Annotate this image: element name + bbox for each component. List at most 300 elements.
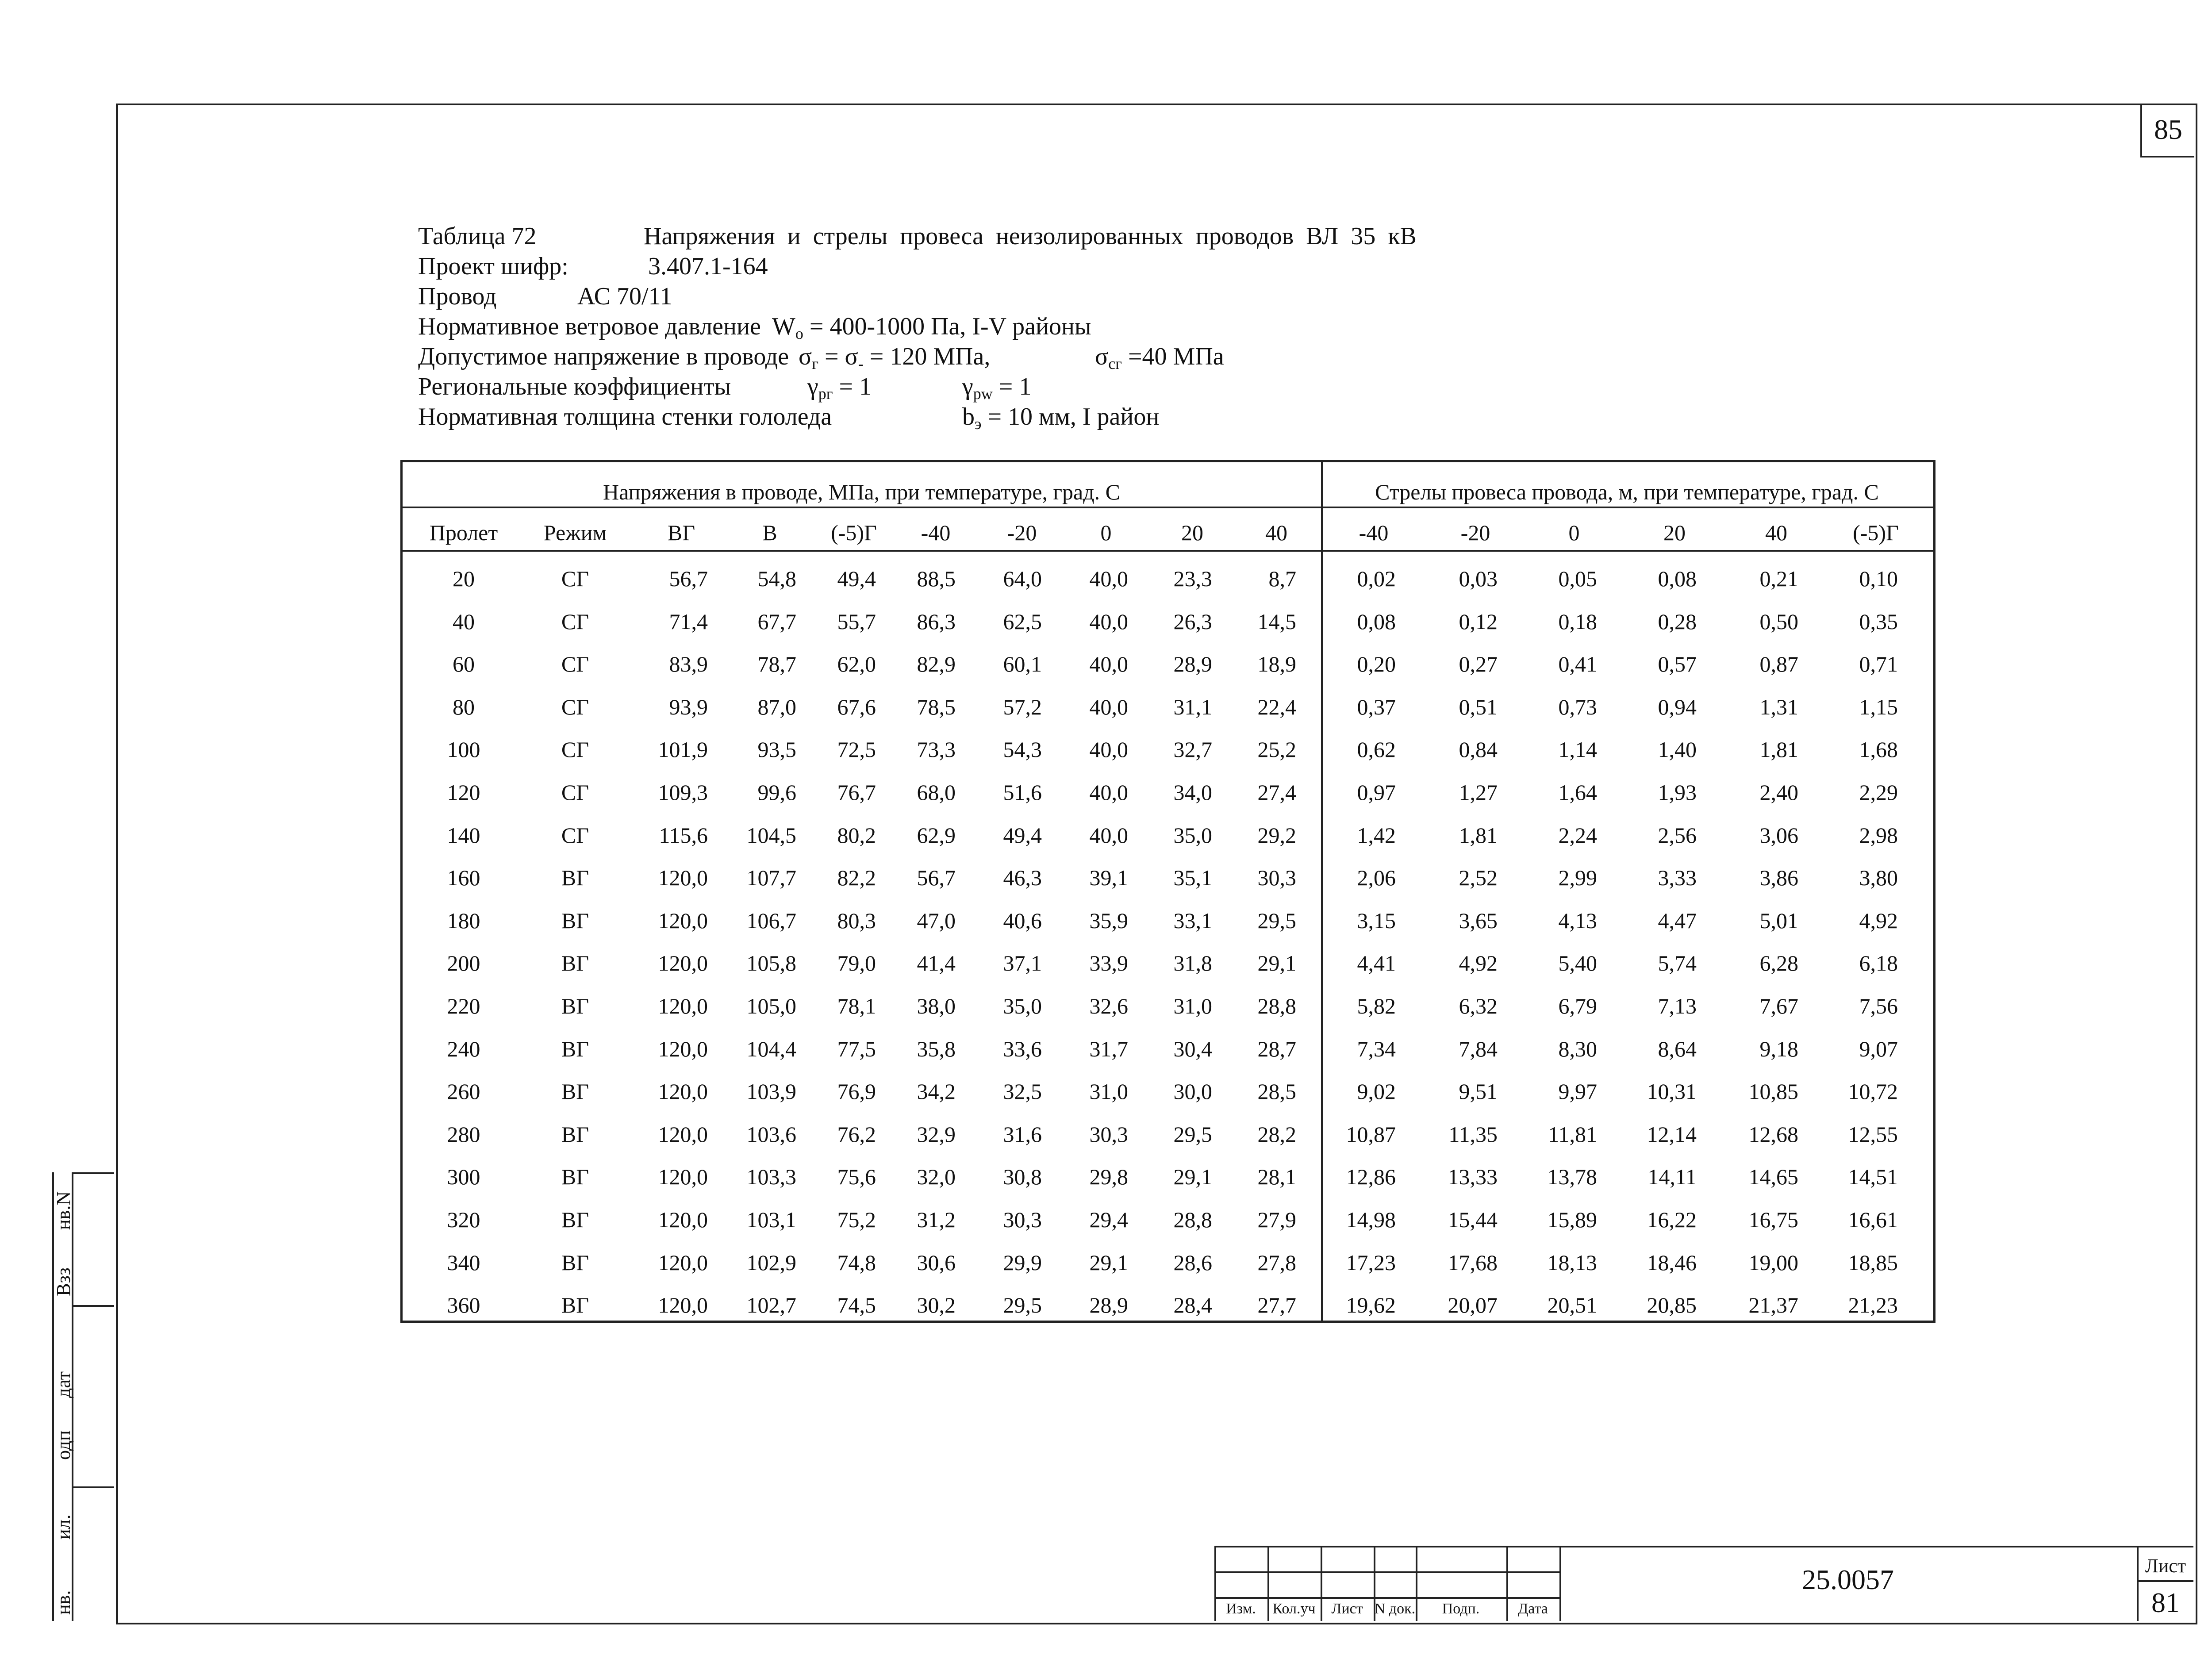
table-cell: 54,3 [1003,737,1042,762]
table-cell: 2,06 [1357,865,1396,891]
table-cell: 32,7 [1173,737,1212,762]
table-cell: 56,7 [917,865,956,891]
table-cell: 35,0 [1173,822,1212,848]
table-cell: 21,37 [1748,1293,1798,1318]
table-cell: 17,68 [1448,1250,1498,1275]
table-cell: 16,75 [1748,1207,1798,1232]
table-cell: 80,2 [837,822,876,848]
table-cell: 12,14 [1647,1121,1697,1147]
table-cell: 9,07 [1859,1036,1898,1061]
table-cell: 0,08 [1658,566,1697,591]
strip-label-il: ил. [53,1514,74,1540]
table-cell: 102,7 [746,1293,796,1318]
table-cell: 40 [453,609,475,634]
table-cell: 19,00 [1748,1250,1798,1275]
table-cell: 28,1 [1257,1164,1296,1190]
table-cell: 12,86 [1346,1164,1396,1190]
tb-col-line [1214,1546,1216,1621]
table-cell: 103,9 [746,1079,796,1104]
table-cell: 31,1 [1173,694,1212,719]
gamma-pg: $\gamma_{pг} = 1$ [807,373,872,403]
strip-label-vzam: Взз [53,1267,74,1296]
table-cell: 260 [447,1079,480,1104]
column-header: В [762,520,777,545]
table-cell: 120,0 [658,994,708,1018]
table-cell: 35,1 [1173,865,1212,891]
ice-thickness-value: $b_э = 10$ мм, I район [962,403,1160,433]
group-divider [1321,462,1323,1321]
table-cell: 2,40 [1759,780,1798,805]
table-cell: 75,2 [837,1207,876,1232]
table-cell: 93,5 [757,737,796,762]
table-cell: 80,3 [837,908,876,933]
table-cell: 0,35 [1859,609,1898,634]
column-header: -40 [921,520,951,545]
table-cell: СГ [561,566,589,591]
table-cell: 8,30 [1558,1036,1597,1061]
table-cell: 76,2 [837,1121,876,1147]
strip-row-line [72,1305,114,1307]
table-cell: 0,84 [1459,737,1498,762]
table-cell: 5,82 [1357,994,1396,1018]
table-cell: 28,2 [1257,1121,1296,1147]
table-cell: 20,07 [1448,1293,1498,1318]
table-cell: 120,0 [658,951,708,976]
table-cell: 105,8 [746,951,796,976]
table-cell: ВГ [561,1036,589,1061]
sheet-label: Лист [2145,1555,2186,1577]
table-cell: 0,71 [1859,652,1898,677]
table-cell: 9,02 [1357,1079,1396,1104]
header-divider [403,507,1933,508]
table-cell: 62,5 [1003,609,1042,634]
table-cell: 31,6 [1003,1121,1042,1147]
table-cell: 51,6 [1003,780,1042,805]
table-cell: 75,6 [837,1164,876,1190]
table-cell: 27,8 [1257,1250,1296,1275]
table-cell: 1,81 [1759,737,1798,762]
table-cell: 17,23 [1346,1250,1396,1275]
table-cell: 8,7 [1268,566,1296,591]
table-cell: 32,5 [1003,1079,1042,1104]
table-cell: 120,0 [658,865,708,891]
table-cell: 28,7 [1257,1036,1296,1061]
column-header: Пролет [429,520,498,545]
table-cell: 280 [447,1121,480,1147]
table-cell: 100 [447,737,480,762]
table-cell: 46,3 [1003,865,1042,891]
table-cell: 30,3 [1003,1207,1042,1232]
tb-col-list: Лист [1331,1601,1363,1617]
table-cell: 82,2 [837,865,876,891]
tb-col-line [1559,1546,1561,1621]
binding-strip [52,1172,114,1621]
column-header: -20 [1007,520,1037,545]
table-cell: СГ [561,652,589,677]
table-cell: 20,51 [1547,1293,1597,1318]
table-cell: 19,62 [1346,1293,1396,1318]
header-bottom-divider [403,550,1933,552]
strip-row-line [72,1486,114,1488]
table-cell: 28,8 [1173,1207,1212,1232]
table-cell: 2,29 [1859,780,1898,805]
table-cell: 78,1 [837,994,876,1018]
table-cell: 3,65 [1459,908,1498,933]
table-cell: 31,7 [1089,1036,1128,1061]
table-cell: 29,5 [1173,1121,1212,1147]
wind-pressure-label: Нормативное ветровое давление [418,313,761,340]
table-cell: 1,27 [1459,780,1498,805]
table-cell: 103,3 [746,1164,796,1190]
table-cell: 0,27 [1459,652,1498,677]
table-cell: 40,0 [1089,694,1128,719]
table-cell: ВГ [561,865,589,891]
table-cell: 103,6 [746,1121,796,1147]
table-cell: 76,7 [837,780,876,805]
table-cell: 0,41 [1558,652,1597,677]
stress-group-title: Напряжения в проводе, МПа, при температуре, град. С [603,480,1120,504]
strip-label-invn: нв.N [53,1191,74,1230]
table-cell: 78,5 [917,694,956,719]
table-cell: 180 [447,908,480,933]
tb-col-kolych: Кол.уч [1272,1601,1316,1617]
table-cell: ВГ [561,951,589,976]
table-cell: 34,0 [1173,780,1212,805]
tb-col-line [2137,1546,2139,1621]
table-cell: 26,3 [1173,609,1212,634]
table-cell: 35,9 [1089,908,1128,933]
table-cell: 30,2 [917,1293,956,1318]
table-cell: 7,34 [1357,1036,1396,1061]
table-cell: 120,0 [658,1121,708,1147]
table-cell: СГ [561,609,589,634]
table-cell: 120,0 [658,908,708,933]
tb-col-izm: Изм. [1226,1601,1256,1617]
sag-group-title: Стрелы провеса провода, м, при температуре, град. С [1375,480,1879,504]
table-cell: 5,01 [1759,908,1798,933]
table-cell: 7,67 [1759,994,1798,1018]
table-cell: 160 [447,865,480,891]
table-cell: 29,8 [1089,1164,1128,1190]
table-cell: 4,41 [1357,951,1396,976]
sheet-number: 81 [2151,1587,2180,1618]
table-cell: 15,44 [1448,1207,1498,1232]
table-cell: 32,6 [1089,994,1128,1018]
table-cell: 41,4 [917,951,956,976]
table-cell: СГ [561,822,589,848]
table-cell: 18,9 [1257,652,1296,677]
column-header: 0 [1568,520,1580,545]
table-cell: 104,4 [746,1036,796,1061]
table-cell: 40,0 [1089,609,1128,634]
table-cell: 40,0 [1089,822,1128,848]
table-cell: 15,89 [1547,1207,1597,1232]
table-cell: 5,74 [1658,951,1697,976]
table-cell: 10,72 [1848,1079,1898,1104]
table-cell: 40,0 [1089,737,1128,762]
table-caption: Напряжения и стрелы провеса неизолированных проводов ВЛ 35 кВ [644,223,1417,250]
column-header: 20 [1181,520,1203,545]
table-cell: 30,3 [1257,865,1296,891]
table-cell: 320 [447,1207,480,1232]
table-cell: 0,87 [1759,652,1798,677]
table-cell: 87,0 [757,694,796,719]
table-cell: 220 [447,994,480,1018]
table-cell: 9,18 [1759,1036,1798,1061]
table-cell: 27,7 [1257,1293,1296,1318]
table-cell: 54,8 [757,566,796,591]
table-cell: 3,80 [1859,865,1898,891]
table-cell: 2,98 [1859,822,1898,848]
table-cell: 0,02 [1357,566,1396,591]
table-cell: 29,9 [1003,1250,1042,1275]
table-cell: 34,2 [917,1079,956,1104]
table-cell: 106,7 [746,908,796,933]
table-cell: 1,93 [1658,780,1697,805]
table-cell: 20 [453,566,475,591]
table-cell: 74,8 [837,1250,876,1275]
table-cell: 18,46 [1647,1250,1697,1275]
table-cell: 120,0 [658,1036,708,1061]
table-cell: 39,1 [1089,865,1128,891]
table-cell: 10,31 [1647,1079,1697,1104]
table-cell: 13,78 [1547,1164,1597,1190]
table-cell: 11,81 [1548,1121,1597,1147]
table-cell: 49,4 [837,566,876,591]
table-cell: 99,6 [757,780,796,805]
strip-label-date: дат [53,1371,74,1398]
tb-col-ndok: N док. [1374,1601,1416,1617]
table-cell: 7,13 [1658,994,1697,1018]
table-cell: 14,5 [1257,609,1296,634]
table-cell: 60 [453,652,475,677]
table-cell: 20,85 [1647,1293,1697,1318]
table-cell: 0,12 [1459,609,1498,634]
table-cell: 30,6 [917,1250,956,1275]
table-cell: 16,22 [1647,1207,1697,1232]
column-header: 40 [1265,520,1287,545]
strip-label-inv: нв. [53,1590,74,1615]
table-cell: 0,94 [1658,694,1697,719]
table-cell: 33,9 [1089,951,1128,976]
table-cell: СГ [561,694,589,719]
table-cell: 93,9 [669,694,708,719]
table-cell: 62,0 [837,652,876,677]
table-cell: 115,6 [659,822,708,848]
wire-value: АС 70/11 [577,283,672,310]
ice-thickness-label: Нормативная толщина стенки гололеда [418,403,832,430]
table-cell: 31,8 [1173,951,1212,976]
table-cell: 13,33 [1448,1164,1498,1190]
table-cell: 120,0 [658,1250,708,1275]
table-number: Таблица 72 [418,223,537,250]
table-cell: 27,4 [1257,780,1296,805]
table-cell: ВГ [561,994,589,1018]
table-cell: 6,18 [1859,951,1898,976]
table-cell: 9,51 [1459,1079,1498,1104]
table-cell: 0,73 [1558,694,1597,719]
table-cell: ВГ [561,1079,589,1104]
table-cell: 30,3 [1089,1121,1128,1147]
table-cell: 5,40 [1558,951,1597,976]
table-cell: 38,0 [917,994,956,1018]
avg-stress-value: $\sigma_{сг} =40$ МПа [1095,343,1224,372]
table-cell: 40,0 [1089,566,1128,591]
project-code-value: 3.407.1-164 [648,253,768,280]
tb-col-line [1321,1546,1322,1621]
table-cell: 12,55 [1848,1121,1898,1147]
table-cell: 29,1 [1089,1250,1128,1275]
table-cell: 73,3 [917,737,956,762]
table-cell: 72,5 [837,737,876,762]
column-header: -40 [1359,520,1389,545]
table-cell: 340 [447,1250,480,1275]
table-cell: 4,92 [1459,951,1498,976]
table-cell: 101,9 [658,737,708,762]
table-cell: 0,05 [1558,566,1597,591]
stress-sag-table [400,460,1936,1323]
table-cell: 1,15 [1859,694,1898,719]
table-cell: ВГ [561,1164,589,1190]
table-cell: 0,50 [1759,609,1798,634]
table-cell: СГ [561,780,589,805]
table-cell: 28,6 [1173,1250,1212,1275]
table-cell: 67,6 [837,694,876,719]
table-cell: 68,0 [917,780,956,805]
table-cell: 30,8 [1003,1164,1042,1190]
table-cell: 16,61 [1848,1207,1898,1232]
table-cell: 80 [453,694,475,719]
table-cell: 120,0 [658,1293,708,1318]
table-cell: 28,8 [1257,994,1296,1018]
title-block [1214,1546,2193,1621]
allowable-stress-value: $\sigma_г = \sigma_- = 120$ МПа, [799,343,991,372]
table-cell: 200 [447,951,480,976]
table-cell: 120,0 [658,1164,708,1190]
table-cell: 78,7 [757,652,796,677]
table-cell: 71,4 [669,609,708,634]
table-cell: 25,2 [1257,737,1296,762]
table-cell: 120,0 [658,1207,708,1232]
tb-top-line [1214,1546,2193,1547]
table-cell: 14,51 [1848,1164,1898,1190]
table-cell: 33,1 [1173,908,1212,933]
table-cell: 1,81 [1459,822,1498,848]
table-cell: 0,51 [1459,694,1498,719]
table-cell: 0,62 [1357,737,1396,762]
table-cell: 6,32 [1459,994,1498,1018]
table-cell: 140 [447,822,480,848]
table-cell: 29,1 [1173,1164,1212,1190]
table-cell: 31,2 [917,1207,956,1232]
table-header [418,221,1657,434]
table-cell: 1,14 [1558,737,1597,762]
table-cell: 28,4 [1173,1293,1212,1318]
table-cell: 1,42 [1357,822,1396,848]
table-cell: 0,57 [1658,652,1697,677]
table-cell: 22,4 [1257,694,1296,719]
table-cell: 30,0 [1173,1079,1212,1104]
wire-label: Провод [418,283,497,310]
tb-col-data: Дата [1518,1601,1548,1617]
table-cell: 1,64 [1558,780,1597,805]
tb-sheet-line [2137,1580,2193,1582]
tb-col-line [1506,1546,1508,1621]
table-cell: 0,18 [1558,609,1597,634]
table-cell: 14,11 [1647,1164,1697,1190]
table-cell: ВГ [561,1207,589,1232]
table-cell: 0,97 [1357,780,1396,805]
table-cell: 7,56 [1859,994,1898,1018]
table-cell: 49,4 [1003,822,1042,848]
strip-row-line [72,1172,114,1174]
table-cell: 62,9 [917,822,956,848]
table-cell: 88,5 [917,566,956,591]
table-cell: 60,1 [1003,652,1042,677]
table-cell: 120,0 [658,1079,708,1104]
table-cell: 3,33 [1658,865,1697,891]
table-cell: 12,68 [1748,1121,1798,1147]
column-header: 40 [1765,520,1787,545]
table-cell: 4,47 [1658,908,1697,933]
table-cell: 31,0 [1089,1079,1128,1104]
table-cell: СГ [561,737,589,762]
table-cell: 120 [447,780,480,805]
table-cell: 4,13 [1558,908,1597,933]
strip-label-podp: одп [53,1430,74,1460]
table-cell: 35,8 [917,1036,956,1061]
table-cell: 21,23 [1848,1293,1898,1318]
table-cell: 29,5 [1003,1293,1042,1318]
table-cell: 29,4 [1089,1207,1128,1232]
table-cell: 0,08 [1357,609,1396,634]
table-cell: 33,6 [1003,1036,1042,1061]
table-cell: 47,0 [917,908,956,933]
table-cell: 29,1 [1257,951,1296,976]
table-cell: 28,5 [1257,1079,1296,1104]
table-cell: 57,2 [1003,694,1042,719]
table-cell: 300 [447,1164,480,1190]
document-code: 25.0057 [1802,1564,1894,1595]
table-cell: 28,9 [1173,652,1212,677]
table-cell: 0,20 [1357,652,1396,677]
table-cell: 105,0 [746,994,796,1018]
tb-col-line [1416,1546,1417,1621]
table-cell: 77,5 [837,1036,876,1061]
column-header: -20 [1460,520,1490,545]
table-cell: 18,13 [1547,1250,1597,1275]
table-cell: 2,24 [1558,822,1597,848]
regional-coef-label: Региональные коэффициенты [418,373,731,400]
table-cell: 107,7 [746,865,796,891]
table-cell: 67,7 [757,609,796,634]
table-cell: ВГ [561,1250,589,1275]
wind-pressure-value: $W_o = 400-1000$ Па, I-V районы [772,313,1091,342]
table-cell: 4,92 [1859,908,1898,933]
table-cell: 32,9 [917,1121,956,1147]
tb-col-podp: Подп. [1442,1601,1480,1617]
table-cell: 2,99 [1558,865,1597,891]
table-cell: 3,15 [1357,908,1396,933]
table-cell: 0,03 [1459,566,1498,591]
table-cell: 104,5 [746,822,796,848]
table-cell: 40,0 [1089,780,1128,805]
table-cell: 0,37 [1357,694,1396,719]
column-header: Режим [543,520,607,545]
table-cell: 3,86 [1759,865,1798,891]
table-cell: 9,97 [1558,1079,1597,1104]
table-cell: 56,7 [669,566,708,591]
